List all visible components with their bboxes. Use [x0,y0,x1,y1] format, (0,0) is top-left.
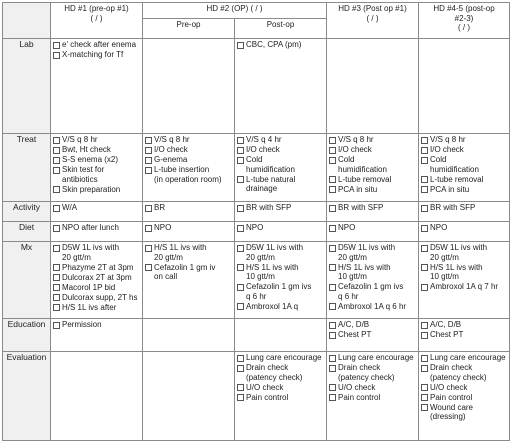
cell-education-post [235,319,327,352]
list-item [53,50,140,60]
item-text: L-tube removal [338,174,392,184]
list-item [53,145,140,155]
checkbox[interactable] [329,355,336,362]
cell-treat-hd45 [419,134,510,202]
item-text: NPO after lunch [62,223,119,232]
table-row [3,202,510,222]
table-row [3,134,510,202]
item-text: NPO [154,223,172,232]
cell-diet-hd3 [327,222,419,242]
checkbox[interactable] [53,205,60,212]
item-text: BR [154,203,166,212]
list-item [145,203,232,213]
checkbox[interactable] [421,284,428,291]
checkbox[interactable] [53,42,60,49]
item-text: U/O check [338,382,376,392]
list-item [237,223,324,233]
list-item [53,165,140,184]
table-row [3,352,510,441]
checkbox[interactable] [53,274,60,281]
list-item [329,185,416,195]
row-label-lab: Lab [3,39,51,134]
checkbox[interactable] [421,384,428,391]
item-text: BR with SFP [338,203,384,212]
checkbox[interactable] [237,137,244,144]
list-item [53,203,140,213]
list-item [329,302,416,312]
list-item [421,363,507,382]
item-text: Pain control [430,392,473,402]
checkbox[interactable] [329,137,336,144]
list-item [237,135,324,145]
list-item [329,145,416,155]
item-text: Ambroxol 1A q [246,301,299,311]
list-item [237,40,324,50]
list-item [421,155,507,174]
cell-treat-post [235,134,327,202]
item-text: Phazyme 2T at 3pm [62,262,134,272]
item-text: Drain check (patency check) [246,363,303,382]
cell-evaluation-hd3 [327,352,419,441]
item-text: H/S 1L ivs with 20 gtt/m [154,243,207,262]
checkbox[interactable] [237,303,244,310]
list-item [421,135,507,145]
cell-lab-hd3 [327,39,419,134]
list-item [145,155,232,165]
cell-lab-post [235,39,327,134]
col-header-post-op: Post-op [235,19,327,39]
cell-lab-hd45 [419,39,510,134]
care-plan-table [2,2,510,441]
list-item [421,383,507,393]
list-item [329,203,416,213]
item-text: I/O check [246,145,280,154]
checkbox[interactable] [53,294,60,301]
cell-education-pre [143,319,235,352]
cell-evaluation-hd1 [51,352,143,441]
item-text: e' check after enema [62,40,137,49]
item-text: V/S q 8 hr [154,135,190,144]
item-text: Skin test for antibiotics [62,165,105,184]
checkbox[interactable] [237,42,244,49]
cell-diet-post [235,222,327,242]
item-text: W/A [62,203,78,212]
list-item [421,145,507,155]
item-text: V/S q 8 hr [62,135,98,144]
checkbox[interactable] [53,52,60,59]
checkbox[interactable] [421,245,428,252]
list-item [329,135,416,145]
list-item [421,320,507,330]
list-item [53,40,140,50]
list-item [329,330,416,340]
item-text: Bwt, Ht check [62,145,111,154]
checkbox[interactable] [237,394,244,401]
col-header-hd1: HD #1 (pre-op #1) ( / ) [51,3,143,39]
list-item [53,273,140,283]
checkbox[interactable] [421,394,428,401]
cell-lab-hd1 [51,39,143,134]
list-item [145,263,232,282]
checkbox[interactable] [329,245,336,252]
item-text: Cefazolin 1 gm ivs q 6 hr [246,282,312,301]
item-text: Skin preparation [62,184,121,194]
checkbox[interactable] [237,225,244,232]
checkbox[interactable] [421,322,428,329]
checkbox[interactable] [53,147,60,154]
table-row [3,319,510,352]
list-item [421,185,507,195]
item-text: I/O check [338,145,372,154]
item-text: Permission [62,320,102,329]
list-item [329,320,416,330]
checkbox[interactable] [237,147,244,154]
row-label-diet: Diet [3,222,51,242]
cell-education-hd45 [419,319,510,352]
list-item [329,155,416,174]
checkbox[interactable] [329,225,336,232]
checkbox[interactable] [237,176,244,183]
header-corner [3,3,51,39]
checkbox[interactable] [421,264,428,271]
list-item [329,363,416,382]
row-label-mx: Mx [3,242,51,319]
list-item [329,263,416,282]
list-item [237,203,324,213]
item-text: Lung care encourage [430,353,506,362]
checkbox[interactable] [145,157,152,164]
list-item [329,393,416,403]
checkbox[interactable] [329,264,336,271]
checkbox[interactable] [421,176,428,183]
checkbox[interactable] [237,284,244,291]
item-text: Dulcorax 2T at 3pm [62,272,132,282]
list-item [145,165,232,184]
item-text: PCA in situ [430,184,470,194]
checkbox[interactable] [421,332,428,339]
list-item [421,263,507,282]
list-item [237,175,324,194]
cell-activity-hd1 [51,202,143,222]
list-item [237,302,324,312]
item-text: Pain control [246,392,289,402]
checkbox[interactable] [329,332,336,339]
checkbox[interactable] [53,245,60,252]
cell-treat-hd3 [327,134,419,202]
checkbox[interactable] [329,365,336,372]
list-item [421,203,507,213]
checkbox[interactable] [329,147,336,154]
list-item [421,403,507,422]
item-text: PCA in situ [338,184,378,194]
list-item [53,263,140,273]
list-item [329,353,416,363]
list-item [53,243,140,262]
checkbox[interactable] [53,322,60,329]
item-text: BR with SFP [430,203,476,212]
list-item [145,223,232,233]
list-item [237,282,324,301]
item-text: V/S q 8 hr [430,135,466,144]
cell-treat-hd1 [51,134,143,202]
item-text: H/S 1L ivs with 10 gtt/m [246,262,299,281]
table-row [3,39,510,134]
col-header-hd3: HD #3 (Post op #1) ( / ) [327,3,419,39]
item-text: Ambroxol 1A q 7 hr [430,282,499,291]
cell-evaluation-hd45 [419,352,510,441]
checkbox[interactable] [421,157,428,164]
item-text: CBC, CPA (pm) [246,40,302,49]
checkbox[interactable] [237,355,244,362]
item-text: I/O check [154,145,188,154]
list-item [145,243,232,262]
checkbox[interactable] [329,384,336,391]
list-item [145,135,232,145]
cell-evaluation-post [235,352,327,441]
list-item [237,155,324,174]
col-header-hd45: HD #4-5 (post-op #2-3) ( / ) [419,3,510,39]
checkbox[interactable] [145,147,152,154]
item-text: Wound care (dressing) [430,402,474,421]
checkbox[interactable] [329,322,336,329]
cell-mx-hd3 [327,242,419,319]
checkbox[interactable] [237,384,244,391]
table-row [3,242,510,319]
cell-activity-pre [143,202,235,222]
item-text: Lung care encourage [246,353,322,362]
list-item [421,223,507,233]
list-item [53,155,140,165]
cell-education-hd3 [327,319,419,352]
row-label-treat: Treat [3,134,51,202]
list-item [421,282,507,292]
checkbox[interactable] [53,304,60,311]
row-label-evaluation: Evaluation [3,352,51,441]
list-item [237,393,324,403]
list-item [53,303,140,313]
checkbox[interactable] [329,205,336,212]
item-text: D5W 1L ivs with 20 gtt/m [246,243,304,262]
item-text: Cold humidification [430,155,479,174]
list-item [421,353,507,363]
item-text: NPO [338,223,356,232]
item-text: Lung care encourage [338,353,414,362]
cell-diet-hd45 [419,222,510,242]
checkbox[interactable] [329,284,336,291]
checkbox[interactable] [145,225,152,232]
checkbox[interactable] [421,355,428,362]
checkbox[interactable] [237,264,244,271]
table-row [3,222,510,242]
item-text: L-tube insertion (in operation room) [154,165,222,184]
cell-mx-hd1 [51,242,143,319]
cell-activity-hd45 [419,202,510,222]
item-text: A/C, D/B [338,320,370,329]
item-text: U/O check [246,382,284,392]
checkbox[interactable] [145,264,152,271]
checkbox[interactable] [237,245,244,252]
item-text: Cold humidification [246,155,295,174]
col-header-hd2: HD #2 (OP) ( / ) [143,3,327,19]
checkbox[interactable] [53,225,60,232]
checkbox[interactable] [145,137,152,144]
item-text: H/S 1L ivs with 10 gtt/m [430,262,483,281]
checkbox[interactable] [53,137,60,144]
item-text: Cefazolin 1 gm iv on call [154,262,216,281]
list-item [329,175,416,185]
list-item [237,353,324,363]
checkbox[interactable] [329,176,336,183]
list-item [421,393,507,403]
checkbox[interactable] [145,167,152,174]
checkbox[interactable] [237,205,244,212]
list-item [329,282,416,301]
list-item [421,330,507,340]
list-item [237,263,324,282]
cell-mx-pre [143,242,235,319]
cell-treat-pre [143,134,235,202]
checkbox[interactable] [53,167,60,174]
checkbox[interactable] [329,303,336,310]
checkbox[interactable] [145,245,152,252]
item-text: S-S enema (x2) [62,155,119,164]
checkbox[interactable] [421,137,428,144]
item-text: H/S 1L ivs with 10 gtt/m [338,262,391,281]
list-item [53,135,140,145]
item-text: Cefazolin 1 gm ivs q 6 hr [338,282,404,301]
item-text: Cold humidification [338,155,387,174]
list-item [421,175,507,185]
cell-activity-post [235,202,327,222]
item-text: D5W 1L ivs with 20 gtt/m [338,243,396,262]
item-text: L-tube natural drainage [246,174,296,193]
item-text: D5W 1L ivs with 20 gtt/m [430,243,488,262]
checkbox[interactable] [421,365,428,372]
cell-lab-pre [143,39,235,134]
list-item [53,283,140,293]
list-item [237,383,324,393]
list-item [329,383,416,393]
item-text: I/O check [430,145,464,154]
cell-mx-post [235,242,327,319]
list-item [145,145,232,155]
item-text: Drain check (patency check) [430,363,487,382]
checkbox[interactable] [329,394,336,401]
list-item [53,223,140,233]
cell-mx-hd45 [419,242,510,319]
list-item [53,185,140,195]
item-text: Ambroxol 1A q 6 hr [338,301,407,311]
col-header-pre-op: Pre-op [143,19,235,39]
item-text: Dulcorax supp, 2T hs [62,292,138,302]
item-text: A/C, D/B [430,320,462,329]
cell-diet-pre [143,222,235,242]
checkbox[interactable] [53,186,60,193]
item-text: H/S 1L ivs after [62,302,117,312]
checkbox[interactable] [421,186,428,193]
item-text: Pain control [338,392,381,402]
item-text: L-tube removal [430,174,484,184]
list-item [53,320,140,330]
list-item [237,363,324,382]
item-text: U/O check [430,382,468,392]
cell-activity-hd3 [327,202,419,222]
list-item [53,293,140,303]
item-text: V/S q 8 hr [338,135,374,144]
checkbox[interactable] [421,205,428,212]
cell-diet-hd1 [51,222,143,242]
item-text: Drain check (patency check) [338,363,395,382]
checkbox[interactable] [329,186,336,193]
checkbox[interactable] [237,157,244,164]
item-text: NPO [246,223,264,232]
checkbox[interactable] [145,205,152,212]
item-text: X-matching for Tf [62,50,124,59]
item-text: D5W 1L ivs with 20 gtt/m [62,243,120,262]
checkbox[interactable] [53,264,60,271]
item-text: BR with SFP [246,203,292,212]
cell-education-hd1 [51,319,143,352]
care-plan-body [3,39,510,441]
cell-evaluation-pre [143,352,235,441]
list-item [421,243,507,262]
item-text: Chest PT [430,330,464,339]
list-item [237,243,324,262]
checkbox[interactable] [53,284,60,291]
checkbox[interactable] [421,225,428,232]
list-item [329,223,416,233]
checkbox[interactable] [329,157,336,164]
item-text: Chest PT [338,330,372,339]
list-item [329,243,416,262]
list-item [237,145,324,155]
checkbox[interactable] [237,365,244,372]
item-text: Macorol 1P bid [62,282,116,292]
checkbox[interactable] [421,147,428,154]
checkbox[interactable] [53,157,60,164]
item-text: G-enema [154,155,188,164]
checkbox[interactable] [421,404,428,411]
item-text: NPO [430,223,448,232]
item-text: V/S q 4 hr [246,135,282,144]
row-label-activity: Activity [3,202,51,222]
row-label-education: Education [3,319,51,352]
